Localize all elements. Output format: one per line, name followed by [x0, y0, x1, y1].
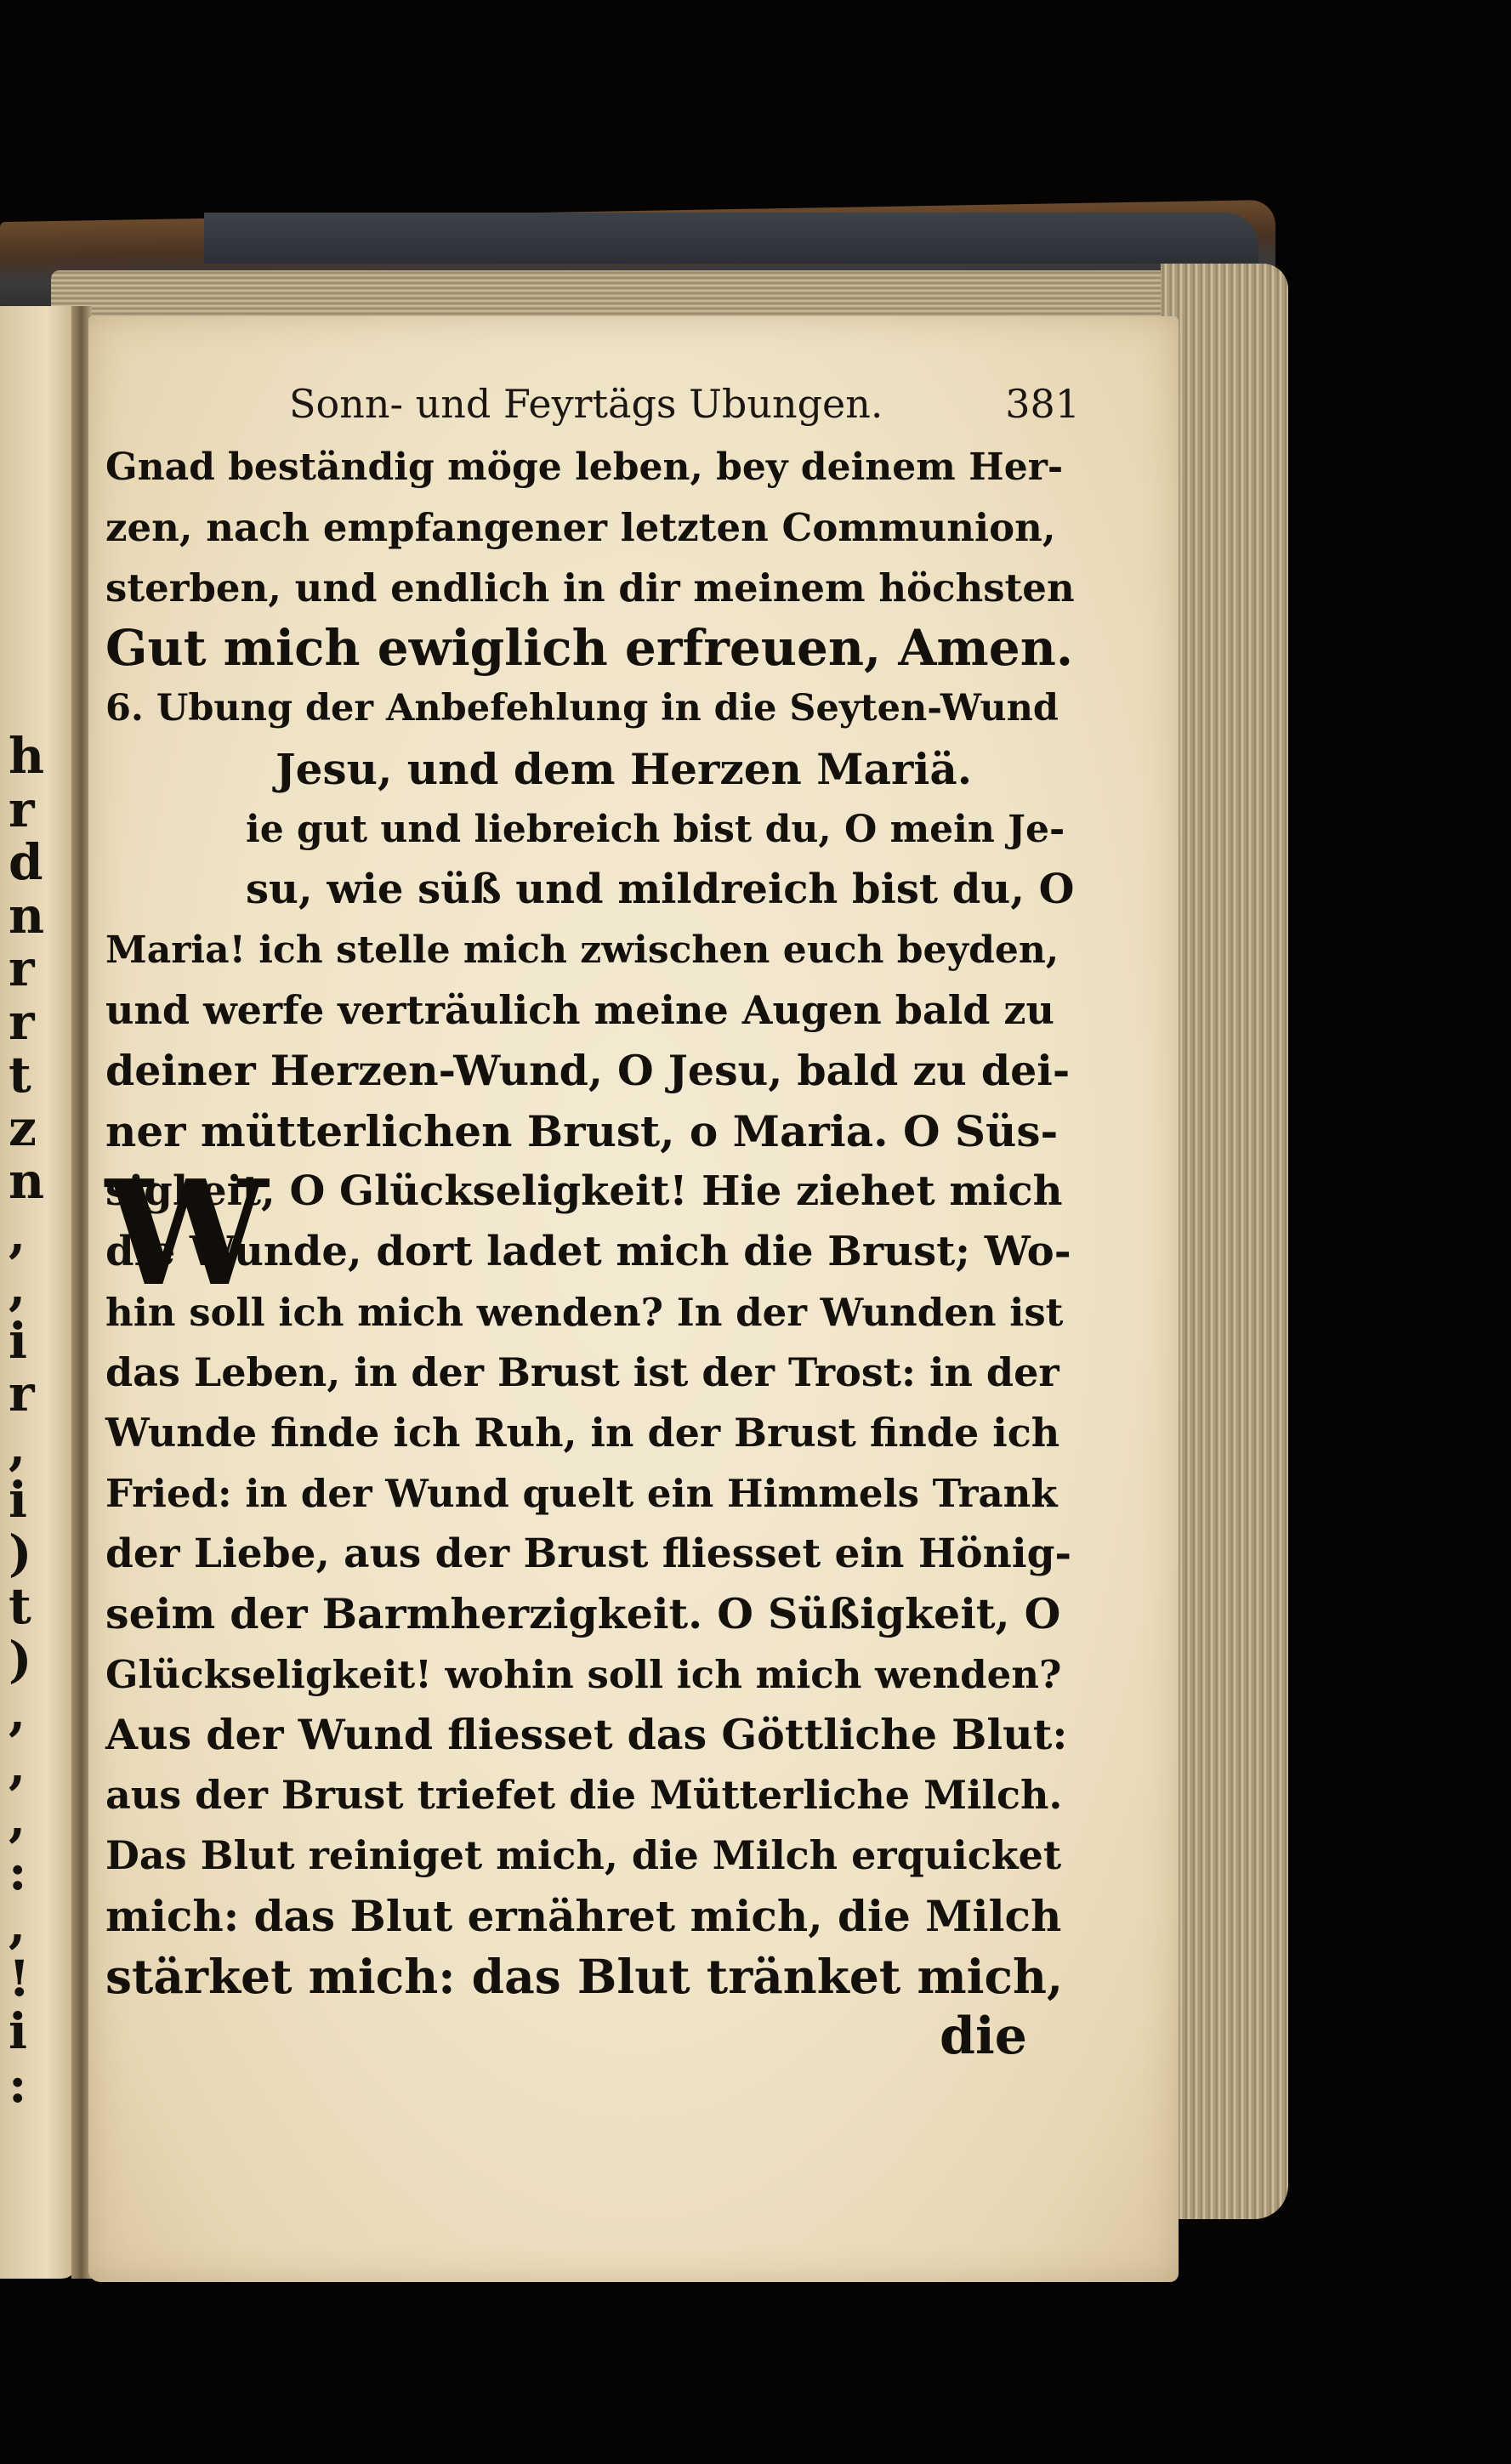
- left-margin-glyph: t: [9, 1046, 31, 1104]
- left-margin-glyph: h: [9, 727, 45, 785]
- left-margin-glyph: ): [9, 1524, 32, 1582]
- page-edges-top: [51, 270, 1224, 321]
- text-line: ner mütterlichen Brust, o Maria. O Süs-: [105, 1106, 1059, 1156]
- left-margin-glyph: ,: [9, 1258, 26, 1316]
- text-line: Glückseligkeit! wohin soll ich mich wenden?: [105, 1652, 1062, 1697]
- text-line: ie gut und liebreich bist du, O mein Je-: [246, 808, 1065, 851]
- text-line: deiner Herzen-Wund, O Jesu, bald zu dei-: [105, 1046, 1071, 1095]
- text-line: stärket mich: das Blut tränket mich,: [105, 1949, 1064, 2004]
- left-margin-glyph: ,: [9, 1790, 26, 1848]
- text-line: sterben, und endlich in dir meinem höchsten: [105, 565, 1075, 610]
- text-line: Fried: in der Wund quelt ein Himmels Trank: [105, 1471, 1058, 1516]
- left-margin-glyph: r: [9, 940, 35, 997]
- left-margin-glyph: i: [9, 1311, 28, 1370]
- page-edges-right: [1161, 264, 1288, 2219]
- left-margin-glyph: z: [9, 1099, 37, 1157]
- text-line: zen, nach empfangener letzten Communion,: [105, 505, 1056, 550]
- book-cover-edge: [204, 213, 1258, 264]
- running-header: [289, 374, 1080, 434]
- left-margin-glyph: ,: [9, 1683, 26, 1741]
- text-line: Wunde finde ich Ruh, in der Brust finde ich: [105, 1410, 1060, 1456]
- left-margin-glyph: ,: [9, 1896, 26, 1954]
- page-body-text: [105, 437, 1075, 2007]
- page-number: 381: [1005, 381, 1080, 427]
- left-page-margin-text: [9, 727, 60, 2114]
- text-line: Aus der Wund fliesset das Göttliche Blut:: [105, 1710, 1068, 1759]
- text-line: sigkeit, O Glückseligkeit! Hie ziehet mich: [105, 1167, 1063, 1215]
- left-margin-glyph: !: [9, 1949, 31, 2007]
- left-margin-glyph: r: [9, 780, 35, 838]
- section-heading-cont: Jesu, und dem Herzen Mariä.: [276, 744, 973, 794]
- text-line: hin soll ich mich wenden? In der Wunden ist: [105, 1290, 1064, 1335]
- left-margin-glyph: ,: [9, 1736, 26, 1795]
- text-line: su, wie süß und mildreich bist du, O: [246, 866, 1075, 913]
- left-margin-glyph: ): [9, 1630, 32, 1689]
- left-margin-glyph: r: [9, 1365, 35, 1422]
- left-margin-glyph: ,: [9, 1417, 26, 1476]
- drop-capital: W: [105, 1149, 268, 1319]
- left-margin-glyph: t: [9, 1577, 31, 1635]
- text-line: Das Blut reiniget mich, die Milch erquicket: [105, 1832, 1062, 1878]
- text-line: Maria! ich stelle mich zwischen euch beyden,: [105, 928, 1059, 972]
- text-line: seim der Barmherzigkeit. O Süßigkeit, O: [105, 1589, 1061, 1638]
- left-margin-glyph: n: [9, 1152, 45, 1210]
- left-page: [0, 306, 78, 2279]
- text-line: aus der Brust triefet die Mütterliche Milch.: [105, 1772, 1063, 1818]
- left-margin-glyph: i: [9, 2002, 28, 2060]
- text-line: der Liebe, aus der Brust fliesset ein Hönig-: [105, 1530, 1071, 1577]
- text-line: mich: das Blut ernähret mich, die Milch: [105, 1891, 1062, 1941]
- left-margin-glyph: :: [9, 2055, 27, 2114]
- catchword: die: [940, 2007, 1027, 2066]
- running-title: Sonn- und Feyrtägs Ubungen.: [289, 381, 883, 427]
- text-line: Gnad beständig möge leben, bey deinem Her-: [105, 446, 1064, 489]
- left-margin-glyph: ,: [9, 1205, 26, 1263]
- left-margin-glyph: i: [9, 1471, 28, 1529]
- text-line: die Wunde, dort ladet mich die Brust; Wo-: [105, 1228, 1071, 1275]
- text-line: das Leben, in der Brust ist der Trost: in der: [105, 1349, 1059, 1395]
- left-margin-glyph: d: [9, 833, 43, 891]
- section-heading: 6. Ubung der Anbefehlung in die Seyten-Wund: [105, 687, 1059, 730]
- left-margin-glyph: r: [9, 992, 35, 1051]
- text-line: Gut mich ewiglich erfreuen, Amen.: [105, 619, 1074, 677]
- left-margin-glyph: :: [9, 1842, 27, 1901]
- left-margin-glyph: n: [9, 886, 45, 945]
- text-line: und werfe verträulich meine Augen bald zu: [105, 987, 1054, 1033]
